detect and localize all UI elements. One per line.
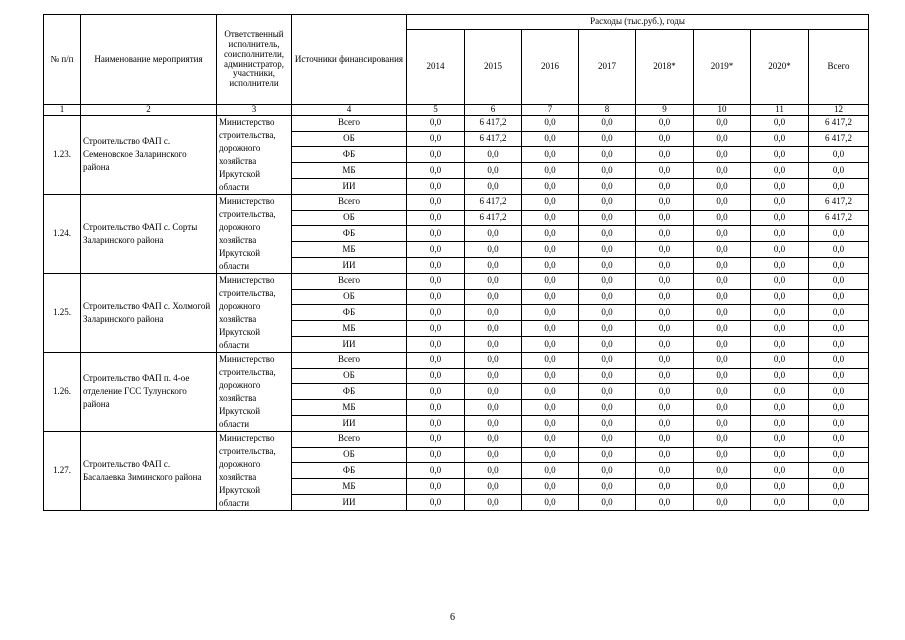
table-body (44, 115, 869, 510)
year-value: 0,0 (465, 368, 522, 384)
year-value: 0,0 (751, 273, 809, 289)
year-value: 0,0 (694, 210, 751, 226)
column-number: 12 (809, 105, 869, 116)
year-value: 0,0 (694, 479, 751, 495)
year-value: 0,0 (407, 305, 465, 321)
year-value: 0,0 (407, 431, 465, 447)
year-value: 0,0 (465, 289, 522, 305)
year-value: 0,0 (579, 400, 636, 416)
year-value: 0,0 (751, 479, 809, 495)
column-number: 7 (522, 105, 579, 116)
year-value: 0,0 (522, 368, 579, 384)
year-value: 0,0 (636, 258, 694, 274)
total-value: 0,0 (809, 147, 869, 163)
year-value: 0,0 (751, 289, 809, 305)
year-value: 0,0 (522, 305, 579, 321)
year-value: 0,0 (522, 337, 579, 353)
year-value: 0,0 (465, 163, 522, 179)
table-row (44, 352, 869, 368)
column-number: 11 (751, 105, 809, 116)
year-value: 0,0 (522, 194, 579, 210)
year-value: 0,0 (694, 337, 751, 353)
year-value: 0,0 (465, 242, 522, 258)
year-value: 0,0 (407, 352, 465, 368)
year-value: 0,0 (579, 337, 636, 353)
total-value: 0,0 (809, 447, 869, 463)
total-value: 6 417,2 (809, 115, 869, 131)
event-name: Строительство ФАП с. Сорты Заларинского района (81, 194, 217, 273)
year-value: 0,0 (522, 273, 579, 289)
year-value: 0,0 (751, 147, 809, 163)
year-value: 0,0 (751, 115, 809, 131)
year-value: 0,0 (579, 179, 636, 195)
year-value: 0,0 (522, 147, 579, 163)
year-value: 0,0 (636, 273, 694, 289)
year-value: 0,0 (579, 273, 636, 289)
year-value: 0,0 (694, 305, 751, 321)
total-value: 6 417,2 (809, 131, 869, 147)
total-value: 6 417,2 (809, 194, 869, 210)
year-value: 0,0 (694, 226, 751, 242)
year-value: 0,0 (579, 131, 636, 147)
header-name: Наименование мероприятия (81, 15, 217, 105)
year-value: 0,0 (522, 479, 579, 495)
year-value: 0,0 (579, 115, 636, 131)
total-value: 6 417,2 (809, 210, 869, 226)
year-value: 6 417,2 (465, 210, 522, 226)
funding-source: ИИ (292, 416, 407, 432)
year-value: 0,0 (636, 147, 694, 163)
year-value: 0,0 (694, 495, 751, 511)
funding-source: ОБ (292, 210, 407, 226)
year-value: 0,0 (465, 479, 522, 495)
column-number: 2 (81, 105, 217, 116)
total-value: 0,0 (809, 463, 869, 479)
year-value: 0,0 (579, 210, 636, 226)
year-value: 0,0 (694, 273, 751, 289)
funding-source: Всего (292, 115, 407, 131)
year-value: 0,0 (636, 495, 694, 511)
year-value: 0,0 (465, 321, 522, 337)
funding-source: МБ (292, 400, 407, 416)
year-value: 0,0 (751, 384, 809, 400)
year-value: 0,0 (694, 163, 751, 179)
header-year: 2017 (579, 30, 636, 105)
year-value: 0,0 (694, 352, 751, 368)
year-value: 0,0 (579, 289, 636, 305)
funding-source: ОБ (292, 447, 407, 463)
year-value: 0,0 (579, 495, 636, 511)
column-number: 9 (636, 105, 694, 116)
total-value: 0,0 (809, 368, 869, 384)
year-value: 0,0 (636, 463, 694, 479)
year-value: 0,0 (751, 258, 809, 274)
year-value: 0,0 (465, 384, 522, 400)
year-value: 0,0 (636, 163, 694, 179)
year-value: 0,0 (694, 368, 751, 384)
year-value: 0,0 (751, 431, 809, 447)
year-value: 0,0 (465, 179, 522, 195)
year-value: 0,0 (579, 479, 636, 495)
year-value: 0,0 (694, 384, 751, 400)
year-value: 0,0 (407, 179, 465, 195)
year-value: 0,0 (636, 447, 694, 463)
year-value: 0,0 (407, 416, 465, 432)
funding-source: ФБ (292, 463, 407, 479)
year-value: 0,0 (636, 400, 694, 416)
row-number: 1.23. (44, 115, 81, 194)
year-value: 0,0 (522, 131, 579, 147)
year-value: 0,0 (694, 321, 751, 337)
funding-source: ИИ (292, 258, 407, 274)
year-value: 0,0 (751, 495, 809, 511)
total-value: 0,0 (809, 479, 869, 495)
funding-source: ФБ (292, 147, 407, 163)
year-value: 0,0 (407, 463, 465, 479)
year-value: 0,0 (694, 179, 751, 195)
header-year: 2019* (694, 30, 751, 105)
header-num: № п/п (44, 15, 81, 105)
responsible-executor: Министерство строительства, дорожного хозяйства Иркутской области (217, 352, 292, 431)
funding-source: Всего (292, 352, 407, 368)
year-value: 0,0 (407, 400, 465, 416)
year-value: 0,0 (636, 431, 694, 447)
year-value: 0,0 (636, 226, 694, 242)
year-value: 0,0 (522, 321, 579, 337)
year-value: 0,0 (694, 400, 751, 416)
year-value: 0,0 (407, 479, 465, 495)
year-value: 0,0 (407, 495, 465, 511)
year-value: 0,0 (465, 258, 522, 274)
year-value: 0,0 (407, 384, 465, 400)
year-value: 0,0 (465, 495, 522, 511)
year-value: 0,0 (694, 131, 751, 147)
funding-source: Всего (292, 273, 407, 289)
year-value: 0,0 (407, 194, 465, 210)
year-value: 0,0 (636, 289, 694, 305)
total-value: 0,0 (809, 242, 869, 258)
year-value: 0,0 (579, 321, 636, 337)
year-value: 0,0 (579, 352, 636, 368)
funding-source: МБ (292, 163, 407, 179)
header-responsible: Ответственный исполнитель, соисполнители, администратор, участники, исполнители (217, 15, 292, 105)
funding-source: Всего (292, 431, 407, 447)
year-value: 0,0 (579, 305, 636, 321)
year-value: 0,0 (636, 479, 694, 495)
year-value: 0,0 (407, 210, 465, 226)
year-value: 0,0 (579, 226, 636, 242)
year-value: 6 417,2 (465, 115, 522, 131)
year-value: 0,0 (694, 258, 751, 274)
year-value: 0,0 (579, 384, 636, 400)
year-value: 0,0 (579, 463, 636, 479)
year-value: 0,0 (407, 131, 465, 147)
table-row (44, 115, 869, 131)
year-value: 0,0 (522, 463, 579, 479)
funding-source: ОБ (292, 368, 407, 384)
year-value: 0,0 (407, 258, 465, 274)
year-value: 0,0 (751, 368, 809, 384)
header-year: 2018* (636, 30, 694, 105)
funding-source: ИИ (292, 495, 407, 511)
row-number: 1.25. (44, 273, 81, 352)
year-value: 0,0 (751, 210, 809, 226)
responsible-executor: Министерство строительства, дорожного хозяйства Иркутской области (217, 115, 292, 194)
year-value: 0,0 (694, 147, 751, 163)
year-value: 0,0 (465, 337, 522, 353)
event-name: Строительство ФАП п. 4-ое отделение ГСС Тулунского района (81, 352, 217, 431)
funding-source: ФБ (292, 384, 407, 400)
responsible-executor: Министерство строительства, дорожного хозяйства Иркутской области (217, 273, 292, 352)
year-value: 0,0 (522, 289, 579, 305)
year-value: 0,0 (636, 416, 694, 432)
total-value: 0,0 (809, 258, 869, 274)
year-value: 0,0 (522, 226, 579, 242)
header-expenses: Расходы (тыс.руб.), годы (407, 15, 869, 30)
total-value: 0,0 (809, 337, 869, 353)
year-value: 0,0 (407, 273, 465, 289)
funding-source: МБ (292, 479, 407, 495)
total-value: 0,0 (809, 495, 869, 511)
year-value: 0,0 (522, 431, 579, 447)
year-value: 0,0 (407, 447, 465, 463)
funding-source: Всего (292, 194, 407, 210)
year-value: 0,0 (407, 226, 465, 242)
year-value: 0,0 (522, 416, 579, 432)
year-value: 0,0 (407, 163, 465, 179)
total-value: 0,0 (809, 226, 869, 242)
total-value: 0,0 (809, 179, 869, 195)
year-value: 0,0 (465, 416, 522, 432)
total-value: 0,0 (809, 416, 869, 432)
year-value: 0,0 (636, 210, 694, 226)
total-value: 0,0 (809, 352, 869, 368)
year-value: 0,0 (694, 416, 751, 432)
year-value: 0,0 (751, 337, 809, 353)
total-value: 0,0 (809, 289, 869, 305)
year-value: 0,0 (579, 368, 636, 384)
year-value: 0,0 (636, 131, 694, 147)
year-value: 0,0 (636, 194, 694, 210)
year-value: 0,0 (694, 194, 751, 210)
year-value: 0,0 (694, 463, 751, 479)
year-value: 0,0 (636, 384, 694, 400)
year-value: 0,0 (751, 179, 809, 195)
header-year: 2015 (465, 30, 522, 105)
total-value: 0,0 (809, 305, 869, 321)
page-number: 6 (450, 612, 455, 623)
year-value: 0,0 (636, 242, 694, 258)
column-number: 8 (579, 105, 636, 116)
funding-source: МБ (292, 321, 407, 337)
table-row (44, 431, 869, 447)
year-value: 0,0 (694, 242, 751, 258)
year-value: 0,0 (465, 226, 522, 242)
funding-source: ИИ (292, 179, 407, 195)
year-value: 0,0 (407, 242, 465, 258)
column-number: 5 (407, 105, 465, 116)
year-value: 0,0 (636, 179, 694, 195)
header-total: Всего (809, 30, 869, 105)
year-value: 0,0 (636, 321, 694, 337)
year-value: 0,0 (407, 368, 465, 384)
year-value: 0,0 (465, 400, 522, 416)
year-value: 0,0 (579, 147, 636, 163)
year-value: 0,0 (751, 416, 809, 432)
year-value: 0,0 (407, 337, 465, 353)
year-value: 0,0 (407, 115, 465, 131)
year-value: 0,0 (522, 242, 579, 258)
year-value: 0,0 (751, 131, 809, 147)
year-value: 0,0 (751, 226, 809, 242)
total-value: 0,0 (809, 163, 869, 179)
column-number: 6 (465, 105, 522, 116)
year-value: 0,0 (694, 431, 751, 447)
year-value: 0,0 (751, 463, 809, 479)
year-value: 0,0 (522, 210, 579, 226)
year-value: 0,0 (751, 194, 809, 210)
year-value: 0,0 (579, 416, 636, 432)
year-value: 0,0 (751, 305, 809, 321)
header-sources: Источники финансирования (292, 15, 407, 105)
funding-source: ОБ (292, 131, 407, 147)
year-value: 0,0 (751, 321, 809, 337)
funding-source: ИИ (292, 337, 407, 353)
year-value: 0,0 (465, 273, 522, 289)
responsible-executor: Министерство строительства, дорожного хозяйства Иркутской области (217, 431, 292, 510)
event-name: Строительство ФАП с. Холмогой Заларинского района (81, 273, 217, 352)
year-value: 0,0 (751, 163, 809, 179)
column-number: 3 (217, 105, 292, 116)
total-value: 0,0 (809, 321, 869, 337)
year-value: 0,0 (465, 147, 522, 163)
year-value: 0,0 (522, 384, 579, 400)
year-value: 0,0 (522, 258, 579, 274)
funding-source: МБ (292, 242, 407, 258)
header-year: 2014 (407, 30, 465, 105)
column-number: 10 (694, 105, 751, 116)
funding-source: ОБ (292, 289, 407, 305)
total-value: 0,0 (809, 273, 869, 289)
header-year: 2020* (751, 30, 809, 105)
column-number: 4 (292, 105, 407, 116)
year-value: 0,0 (407, 147, 465, 163)
year-value: 0,0 (636, 115, 694, 131)
year-value: 0,0 (522, 115, 579, 131)
year-value: 0,0 (579, 447, 636, 463)
year-value: 0,0 (579, 258, 636, 274)
year-value: 0,0 (636, 352, 694, 368)
year-value: 0,0 (522, 400, 579, 416)
year-value: 0,0 (465, 447, 522, 463)
year-value: 0,0 (636, 337, 694, 353)
total-value: 0,0 (809, 431, 869, 447)
event-name: Строительство ФАП с. Семеновское Заларинского района (81, 115, 217, 194)
year-value: 0,0 (694, 289, 751, 305)
year-value: 0,0 (694, 115, 751, 131)
row-number: 1.27. (44, 431, 81, 510)
year-value: 0,0 (522, 447, 579, 463)
funding-source: ФБ (292, 226, 407, 242)
year-value: 0,0 (751, 352, 809, 368)
year-value: 6 417,2 (465, 131, 522, 147)
row-number: 1.24. (44, 194, 81, 273)
year-value: 0,0 (636, 368, 694, 384)
row-number: 1.26. (44, 352, 81, 431)
year-value: 0,0 (522, 495, 579, 511)
year-value: 0,0 (465, 463, 522, 479)
event-name: Строительство ФАП с. Басалаевка Зиминского района (81, 431, 217, 510)
expenses-table (43, 14, 869, 511)
year-value: 0,0 (694, 447, 751, 463)
table-row (44, 273, 869, 289)
year-value: 0,0 (579, 163, 636, 179)
year-value: 0,0 (407, 321, 465, 337)
responsible-executor: Министерство строительства, дорожного хозяйства Иркутской области (217, 194, 292, 273)
funding-source: ФБ (292, 305, 407, 321)
table-row (44, 194, 869, 210)
year-value: 0,0 (751, 447, 809, 463)
year-value: 0,0 (522, 352, 579, 368)
header-year: 2016 (522, 30, 579, 105)
total-value: 0,0 (809, 384, 869, 400)
year-value: 0,0 (465, 305, 522, 321)
year-value: 0,0 (522, 163, 579, 179)
year-value: 0,0 (751, 242, 809, 258)
year-value: 0,0 (751, 400, 809, 416)
year-value: 0,0 (636, 305, 694, 321)
year-value: 0,0 (579, 242, 636, 258)
year-value: 6 417,2 (465, 194, 522, 210)
column-number-row (44, 105, 869, 116)
total-value: 0,0 (809, 400, 869, 416)
year-value: 0,0 (407, 289, 465, 305)
year-value: 0,0 (465, 431, 522, 447)
year-value: 0,0 (465, 352, 522, 368)
column-number: 1 (44, 105, 81, 116)
year-value: 0,0 (522, 179, 579, 195)
year-value: 0,0 (579, 194, 636, 210)
year-value: 0,0 (579, 431, 636, 447)
